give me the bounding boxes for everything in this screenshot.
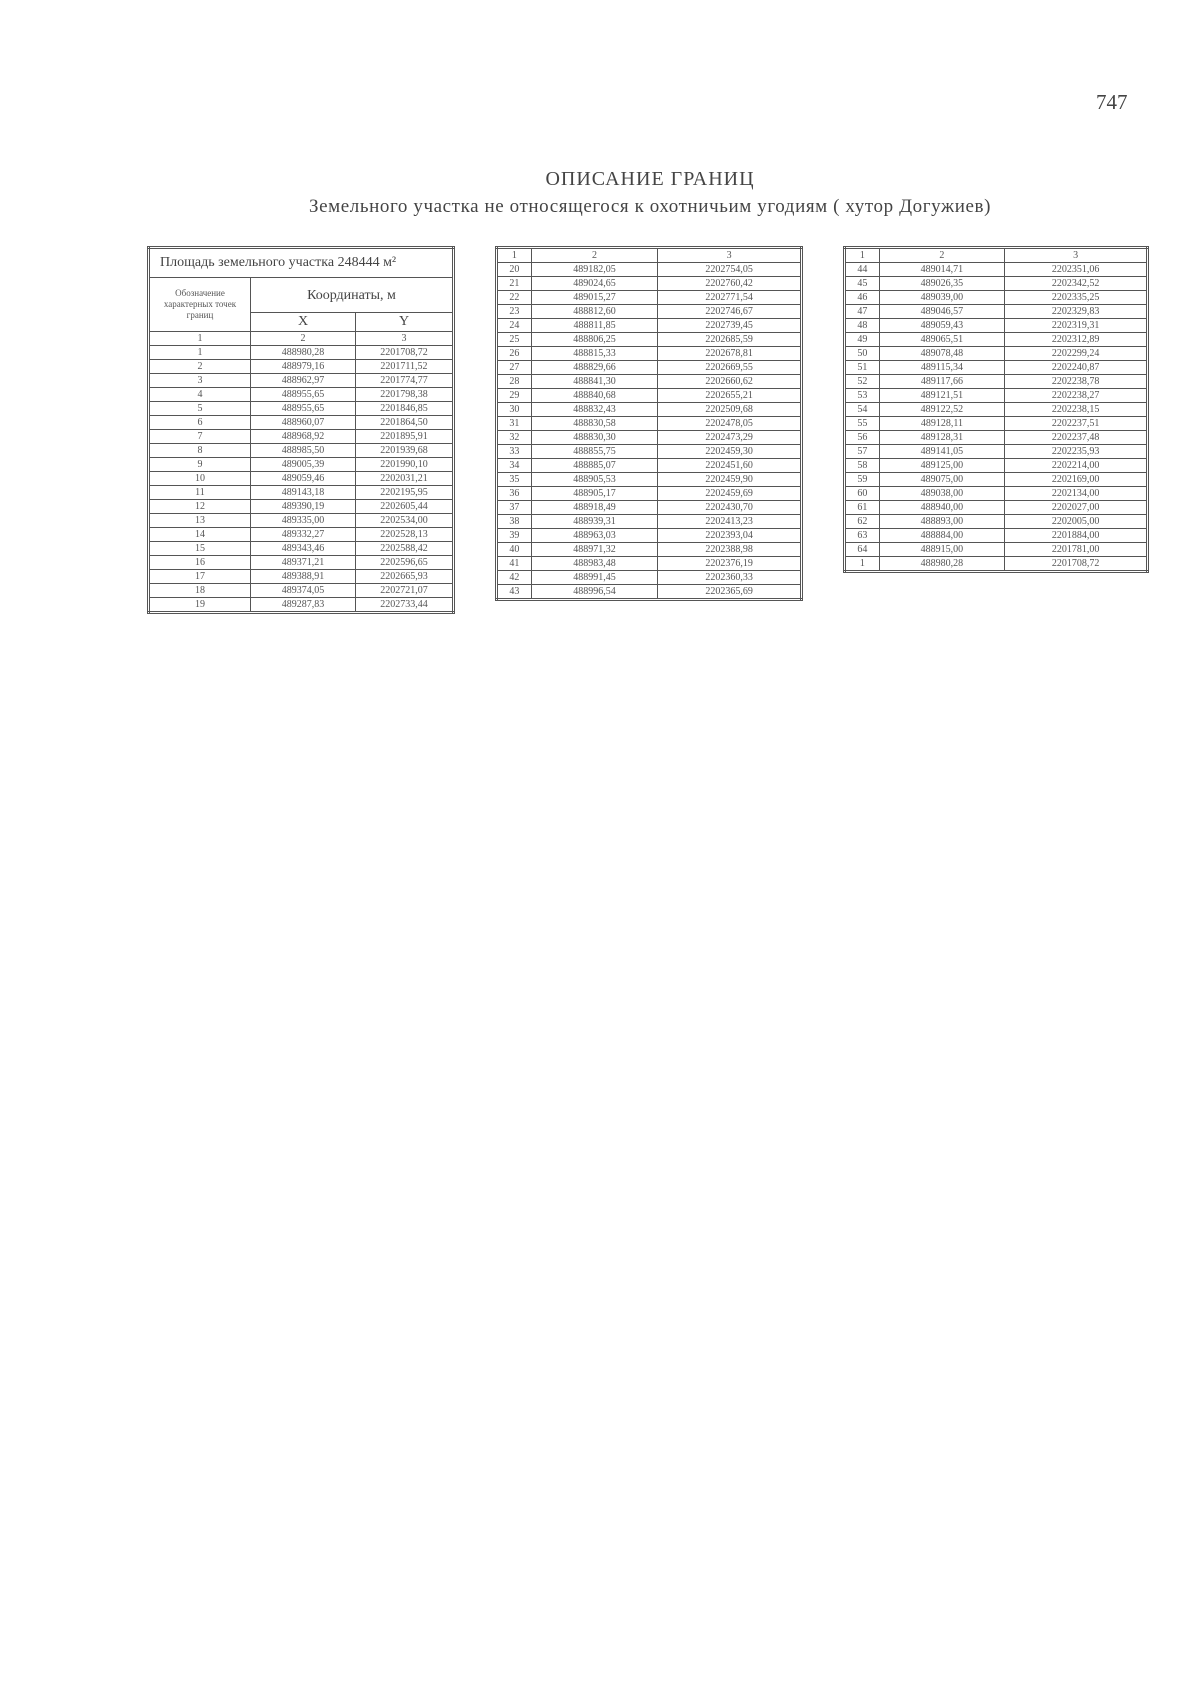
x-coordinate: 489335,00 bbox=[251, 514, 356, 528]
table-row bbox=[149, 416, 454, 430]
table-row bbox=[497, 305, 802, 319]
y-coordinate: 2202235,93 bbox=[1005, 445, 1148, 459]
x-coordinate: 488960,07 bbox=[251, 416, 356, 430]
y-coordinate: 2202342,52 bbox=[1005, 277, 1148, 291]
y-coordinate: 2201774,77 bbox=[356, 374, 454, 388]
designation-header: Обозначение характерных точек границ bbox=[149, 278, 251, 332]
page-number: 747 bbox=[1096, 90, 1128, 114]
column-number: 1 bbox=[497, 248, 532, 263]
table-row bbox=[149, 500, 454, 514]
y-coordinate: 2201895,91 bbox=[356, 430, 454, 444]
point-number: 24 bbox=[497, 319, 532, 333]
table-row bbox=[497, 389, 802, 403]
point-number: 44 bbox=[845, 263, 880, 277]
y-coordinate: 2202588,42 bbox=[356, 542, 454, 556]
y-coordinate: 2202739,45 bbox=[658, 319, 802, 333]
point-number: 19 bbox=[149, 598, 251, 613]
x-coordinate: 488884,00 bbox=[879, 529, 1005, 543]
table-row bbox=[845, 473, 1148, 487]
x-coordinate: 488918,49 bbox=[531, 501, 657, 515]
point-number: 34 bbox=[497, 459, 532, 473]
table-row bbox=[845, 389, 1148, 403]
x-coordinate: 488855,75 bbox=[531, 445, 657, 459]
table-row bbox=[845, 459, 1148, 473]
table-row bbox=[497, 319, 802, 333]
x-coordinate: 489024,65 bbox=[531, 277, 657, 291]
y-coordinate: 2202393,04 bbox=[658, 529, 802, 543]
point-number: 1 bbox=[845, 557, 880, 572]
y-coordinate: 2202459,30 bbox=[658, 445, 802, 459]
x-coordinate: 488815,33 bbox=[531, 347, 657, 361]
x-coordinate: 488806,25 bbox=[531, 333, 657, 347]
y-coordinate: 2202733,44 bbox=[356, 598, 454, 613]
x-coordinate: 489015,27 bbox=[531, 291, 657, 305]
x-coordinate: 488996,54 bbox=[531, 585, 657, 600]
y-coordinate: 2201708,72 bbox=[1005, 557, 1148, 572]
y-coordinate: 2202329,83 bbox=[1005, 305, 1148, 319]
x-coordinate: 489115,34 bbox=[879, 361, 1005, 375]
point-number: 25 bbox=[497, 333, 532, 347]
y-coordinate: 2202005,00 bbox=[1005, 515, 1148, 529]
y-coordinate: 2202195,95 bbox=[356, 486, 454, 500]
point-number: 2 bbox=[149, 360, 251, 374]
coordinates-header: Координаты, м bbox=[251, 278, 454, 313]
table-row bbox=[845, 375, 1148, 389]
y-coordinate: 2202459,90 bbox=[658, 473, 802, 487]
x-coordinate: 489078,48 bbox=[879, 347, 1005, 361]
y-coordinate: 2202240,87 bbox=[1005, 361, 1148, 375]
y-coordinate: 2202760,42 bbox=[658, 277, 802, 291]
table-row bbox=[497, 585, 802, 600]
x-coordinate: 488915,00 bbox=[879, 543, 1005, 557]
x-coordinate: 488955,65 bbox=[251, 402, 356, 416]
x-coordinate: 488985,50 bbox=[251, 444, 356, 458]
point-number: 33 bbox=[497, 445, 532, 459]
x-coordinate: 488832,43 bbox=[531, 403, 657, 417]
x-coordinate: 488893,00 bbox=[879, 515, 1005, 529]
table-row bbox=[149, 444, 454, 458]
x-coordinate: 488840,68 bbox=[531, 389, 657, 403]
y-header: Y bbox=[356, 313, 454, 332]
point-number: 9 bbox=[149, 458, 251, 472]
point-number: 18 bbox=[149, 584, 251, 598]
table-row bbox=[845, 501, 1148, 515]
table-row bbox=[845, 361, 1148, 375]
y-coordinate: 2201781,00 bbox=[1005, 543, 1148, 557]
x-coordinate: 489388,91 bbox=[251, 570, 356, 584]
y-coordinate: 2202027,00 bbox=[1005, 501, 1148, 515]
table-row bbox=[845, 277, 1148, 291]
point-number: 6 bbox=[149, 416, 251, 430]
x-coordinate: 488811,85 bbox=[531, 319, 657, 333]
point-number: 20 bbox=[497, 263, 532, 277]
point-number: 32 bbox=[497, 431, 532, 445]
table-row bbox=[149, 542, 454, 556]
point-number: 26 bbox=[497, 347, 532, 361]
point-number: 7 bbox=[149, 430, 251, 444]
table-row bbox=[149, 430, 454, 444]
point-number: 27 bbox=[497, 361, 532, 375]
table-row bbox=[845, 557, 1148, 572]
column-number: 3 bbox=[1005, 248, 1148, 263]
column-number-row bbox=[149, 332, 454, 346]
x-coordinate: 489371,21 bbox=[251, 556, 356, 570]
point-number: 60 bbox=[845, 487, 880, 501]
table-row bbox=[149, 374, 454, 388]
y-coordinate: 2202238,78 bbox=[1005, 375, 1148, 389]
y-coordinate: 2202473,29 bbox=[658, 431, 802, 445]
x-coordinate: 489005,39 bbox=[251, 458, 356, 472]
y-coordinate: 2202312,89 bbox=[1005, 333, 1148, 347]
point-number: 57 bbox=[845, 445, 880, 459]
y-coordinate: 2202660,62 bbox=[658, 375, 802, 389]
y-coordinate: 2202596,65 bbox=[356, 556, 454, 570]
point-number: 64 bbox=[845, 543, 880, 557]
x-coordinate: 489128,31 bbox=[879, 431, 1005, 445]
point-number: 45 bbox=[845, 277, 880, 291]
x-coordinate: 489332,27 bbox=[251, 528, 356, 542]
x-coordinate: 489065,51 bbox=[879, 333, 1005, 347]
table-row bbox=[149, 598, 454, 613]
x-coordinate: 488963,03 bbox=[531, 529, 657, 543]
point-number: 63 bbox=[845, 529, 880, 543]
y-coordinate: 2202238,15 bbox=[1005, 403, 1148, 417]
y-coordinate: 2202238,27 bbox=[1005, 389, 1148, 403]
column-number: 3 bbox=[658, 248, 802, 263]
table-row bbox=[497, 557, 802, 571]
y-coordinate: 2202237,51 bbox=[1005, 417, 1148, 431]
y-coordinate: 2202459,69 bbox=[658, 487, 802, 501]
column-number: 2 bbox=[531, 248, 657, 263]
y-coordinate: 2201990,10 bbox=[356, 458, 454, 472]
table-row bbox=[845, 347, 1148, 361]
column-number: 3 bbox=[356, 332, 454, 346]
table-row bbox=[149, 570, 454, 584]
x-coordinate: 489046,57 bbox=[879, 305, 1005, 319]
y-coordinate: 2202031,21 bbox=[356, 472, 454, 486]
x-coordinate: 488991,45 bbox=[531, 571, 657, 585]
header-row bbox=[149, 278, 454, 313]
table-row bbox=[497, 333, 802, 347]
point-number: 13 bbox=[149, 514, 251, 528]
x-coordinate: 489117,66 bbox=[879, 375, 1005, 389]
x-coordinate: 488905,17 bbox=[531, 487, 657, 501]
x-coordinate: 489182,05 bbox=[531, 263, 657, 277]
table-row bbox=[845, 431, 1148, 445]
y-coordinate: 2201939,68 bbox=[356, 444, 454, 458]
point-number: 55 bbox=[845, 417, 880, 431]
x-coordinate: 489122,52 bbox=[879, 403, 1005, 417]
x-coordinate: 489287,83 bbox=[251, 598, 356, 613]
table-row bbox=[497, 487, 802, 501]
column-number-row bbox=[845, 248, 1148, 263]
table-row bbox=[845, 319, 1148, 333]
table-row bbox=[497, 571, 802, 585]
y-coordinate: 2202771,54 bbox=[658, 291, 802, 305]
y-coordinate: 2202335,25 bbox=[1005, 291, 1148, 305]
point-number: 3 bbox=[149, 374, 251, 388]
document-title: ОПИСАНИЕ ГРАНИЦ bbox=[545, 168, 755, 190]
table-row bbox=[497, 347, 802, 361]
y-coordinate: 2202669,55 bbox=[658, 361, 802, 375]
x-coordinate: 488980,28 bbox=[879, 557, 1005, 572]
y-coordinate: 2202237,48 bbox=[1005, 431, 1148, 445]
table-row bbox=[845, 333, 1148, 347]
point-number: 49 bbox=[845, 333, 880, 347]
point-number: 36 bbox=[497, 487, 532, 501]
table-row bbox=[497, 529, 802, 543]
point-number: 59 bbox=[845, 473, 880, 487]
y-coordinate: 2202214,00 bbox=[1005, 459, 1148, 473]
x-coordinate: 488885,07 bbox=[531, 459, 657, 473]
y-coordinate: 2202509,68 bbox=[658, 403, 802, 417]
y-coordinate: 2202134,00 bbox=[1005, 487, 1148, 501]
x-coordinate: 489121,51 bbox=[879, 389, 1005, 403]
x-coordinate: 488812,60 bbox=[531, 305, 657, 319]
y-coordinate: 2202678,81 bbox=[658, 347, 802, 361]
point-number: 35 bbox=[497, 473, 532, 487]
point-number: 56 bbox=[845, 431, 880, 445]
y-coordinate: 2202299,24 bbox=[1005, 347, 1148, 361]
point-number: 62 bbox=[845, 515, 880, 529]
point-number: 10 bbox=[149, 472, 251, 486]
table-row bbox=[497, 277, 802, 291]
x-coordinate: 488829,66 bbox=[531, 361, 657, 375]
y-coordinate: 2201798,38 bbox=[356, 388, 454, 402]
column-number: 2 bbox=[251, 332, 356, 346]
table-row bbox=[497, 431, 802, 445]
table-row bbox=[497, 417, 802, 431]
table-row bbox=[149, 388, 454, 402]
point-number: 4 bbox=[149, 388, 251, 402]
point-number: 1 bbox=[149, 346, 251, 360]
y-coordinate: 2202685,59 bbox=[658, 333, 802, 347]
table-row bbox=[149, 584, 454, 598]
x-coordinate: 489039,00 bbox=[879, 291, 1005, 305]
x-coordinate: 489125,00 bbox=[879, 459, 1005, 473]
coordinates-table-3 bbox=[843, 246, 1149, 573]
point-number: 21 bbox=[497, 277, 532, 291]
point-number: 50 bbox=[845, 347, 880, 361]
y-coordinate: 2201846,85 bbox=[356, 402, 454, 416]
table-row bbox=[845, 403, 1148, 417]
table-row bbox=[497, 403, 802, 417]
y-coordinate: 2202721,07 bbox=[356, 584, 454, 598]
y-coordinate: 2201864,50 bbox=[356, 416, 454, 430]
x-coordinate: 489390,19 bbox=[251, 500, 356, 514]
point-number: 11 bbox=[149, 486, 251, 500]
point-number: 29 bbox=[497, 389, 532, 403]
x-coordinate: 488980,28 bbox=[251, 346, 356, 360]
point-number: 30 bbox=[497, 403, 532, 417]
point-number: 5 bbox=[149, 402, 251, 416]
table-row bbox=[149, 472, 454, 486]
x-coordinate: 488983,48 bbox=[531, 557, 657, 571]
area-row bbox=[149, 248, 454, 278]
table-row bbox=[149, 360, 454, 374]
point-number: 48 bbox=[845, 319, 880, 333]
x-coordinate: 488905,53 bbox=[531, 473, 657, 487]
y-coordinate: 2202365,69 bbox=[658, 585, 802, 600]
y-coordinate: 2202451,60 bbox=[658, 459, 802, 473]
x-coordinate: 489141,05 bbox=[879, 445, 1005, 459]
point-number: 42 bbox=[497, 571, 532, 585]
coordinates-table-2 bbox=[495, 246, 803, 601]
x-coordinate: 489128,11 bbox=[879, 417, 1005, 431]
x-coordinate: 489343,46 bbox=[251, 542, 356, 556]
point-number: 22 bbox=[497, 291, 532, 305]
y-coordinate: 2202388,98 bbox=[658, 543, 802, 557]
x-coordinate: 488940,00 bbox=[879, 501, 1005, 515]
point-number: 40 bbox=[497, 543, 532, 557]
column-number-row bbox=[497, 248, 802, 263]
point-number: 38 bbox=[497, 515, 532, 529]
point-number: 28 bbox=[497, 375, 532, 389]
point-number: 39 bbox=[497, 529, 532, 543]
x-header: X bbox=[251, 313, 356, 332]
table-row bbox=[497, 445, 802, 459]
x-coordinate: 488841,30 bbox=[531, 375, 657, 389]
point-number: 16 bbox=[149, 556, 251, 570]
y-coordinate: 2201884,00 bbox=[1005, 529, 1148, 543]
table-row bbox=[497, 501, 802, 515]
y-coordinate: 2201711,52 bbox=[356, 360, 454, 374]
table-row bbox=[149, 486, 454, 500]
x-coordinate: 488830,58 bbox=[531, 417, 657, 431]
table-row bbox=[497, 543, 802, 557]
area-label: Площадь земельного участка 248444 м² bbox=[149, 248, 454, 278]
x-coordinate: 488968,92 bbox=[251, 430, 356, 444]
point-number: 53 bbox=[845, 389, 880, 403]
y-coordinate: 2202169,00 bbox=[1005, 473, 1148, 487]
table-row bbox=[497, 473, 802, 487]
y-coordinate: 2202360,33 bbox=[658, 571, 802, 585]
point-number: 23 bbox=[497, 305, 532, 319]
table-row bbox=[845, 305, 1148, 319]
table-row bbox=[845, 417, 1148, 431]
y-coordinate: 2202754,05 bbox=[658, 263, 802, 277]
table-row bbox=[845, 263, 1148, 277]
x-coordinate: 489038,00 bbox=[879, 487, 1005, 501]
y-coordinate: 2202746,67 bbox=[658, 305, 802, 319]
table-row bbox=[149, 556, 454, 570]
y-coordinate: 2202528,13 bbox=[356, 528, 454, 542]
x-coordinate: 488830,30 bbox=[531, 431, 657, 445]
table-row bbox=[845, 291, 1148, 305]
x-coordinate: 488962,97 bbox=[251, 374, 356, 388]
point-number: 17 bbox=[149, 570, 251, 584]
x-coordinate: 488939,31 bbox=[531, 515, 657, 529]
y-coordinate: 2202430,70 bbox=[658, 501, 802, 515]
point-number: 12 bbox=[149, 500, 251, 514]
y-coordinate: 2202478,05 bbox=[658, 417, 802, 431]
column-number: 1 bbox=[845, 248, 880, 263]
x-coordinate: 488955,65 bbox=[251, 388, 356, 402]
point-number: 58 bbox=[845, 459, 880, 473]
y-coordinate: 2202413,23 bbox=[658, 515, 802, 529]
point-number: 54 bbox=[845, 403, 880, 417]
document-subtitle: Земельного участка не относящегося к охотничьим угодиям ( хутор Догужиев) bbox=[308, 196, 992, 217]
point-number: 15 bbox=[149, 542, 251, 556]
table-row bbox=[845, 543, 1148, 557]
point-number: 51 bbox=[845, 361, 880, 375]
x-coordinate: 489143,18 bbox=[251, 486, 356, 500]
y-coordinate: 2202351,06 bbox=[1005, 263, 1148, 277]
point-number: 8 bbox=[149, 444, 251, 458]
table-row bbox=[845, 529, 1148, 543]
table-row bbox=[149, 514, 454, 528]
table-row bbox=[497, 375, 802, 389]
y-coordinate: 2202655,21 bbox=[658, 389, 802, 403]
x-coordinate: 488971,32 bbox=[531, 543, 657, 557]
y-coordinate: 2202665,93 bbox=[356, 570, 454, 584]
table-row bbox=[149, 528, 454, 542]
point-number: 43 bbox=[497, 585, 532, 600]
point-number: 61 bbox=[845, 501, 880, 515]
table-row bbox=[497, 459, 802, 473]
column-number: 2 bbox=[879, 248, 1005, 263]
y-coordinate: 2202605,44 bbox=[356, 500, 454, 514]
table-row bbox=[497, 515, 802, 529]
point-number: 46 bbox=[845, 291, 880, 305]
column-number: 1 bbox=[149, 332, 251, 346]
x-coordinate: 489374,05 bbox=[251, 584, 356, 598]
point-number: 52 bbox=[845, 375, 880, 389]
point-number: 31 bbox=[497, 417, 532, 431]
coordinates-table-1 bbox=[147, 246, 455, 614]
table-row bbox=[149, 346, 454, 360]
table-row bbox=[497, 361, 802, 375]
table-row bbox=[149, 458, 454, 472]
y-coordinate: 2202376,19 bbox=[658, 557, 802, 571]
x-coordinate: 489014,71 bbox=[879, 263, 1005, 277]
table-row bbox=[845, 515, 1148, 529]
y-coordinate: 2201708,72 bbox=[356, 346, 454, 360]
table-row bbox=[845, 445, 1148, 459]
x-coordinate: 489059,43 bbox=[879, 319, 1005, 333]
table-row bbox=[497, 263, 802, 277]
x-coordinate: 489075,00 bbox=[879, 473, 1005, 487]
table-row bbox=[845, 487, 1148, 501]
y-coordinate: 2202319,31 bbox=[1005, 319, 1148, 333]
table-row bbox=[497, 291, 802, 305]
point-number: 41 bbox=[497, 557, 532, 571]
x-coordinate: 488979,16 bbox=[251, 360, 356, 374]
point-number: 47 bbox=[845, 305, 880, 319]
x-coordinate: 489026,35 bbox=[879, 277, 1005, 291]
y-coordinate: 2202534,00 bbox=[356, 514, 454, 528]
table-row bbox=[149, 402, 454, 416]
x-coordinate: 489059,46 bbox=[251, 472, 356, 486]
point-number: 14 bbox=[149, 528, 251, 542]
point-number: 37 bbox=[497, 501, 532, 515]
